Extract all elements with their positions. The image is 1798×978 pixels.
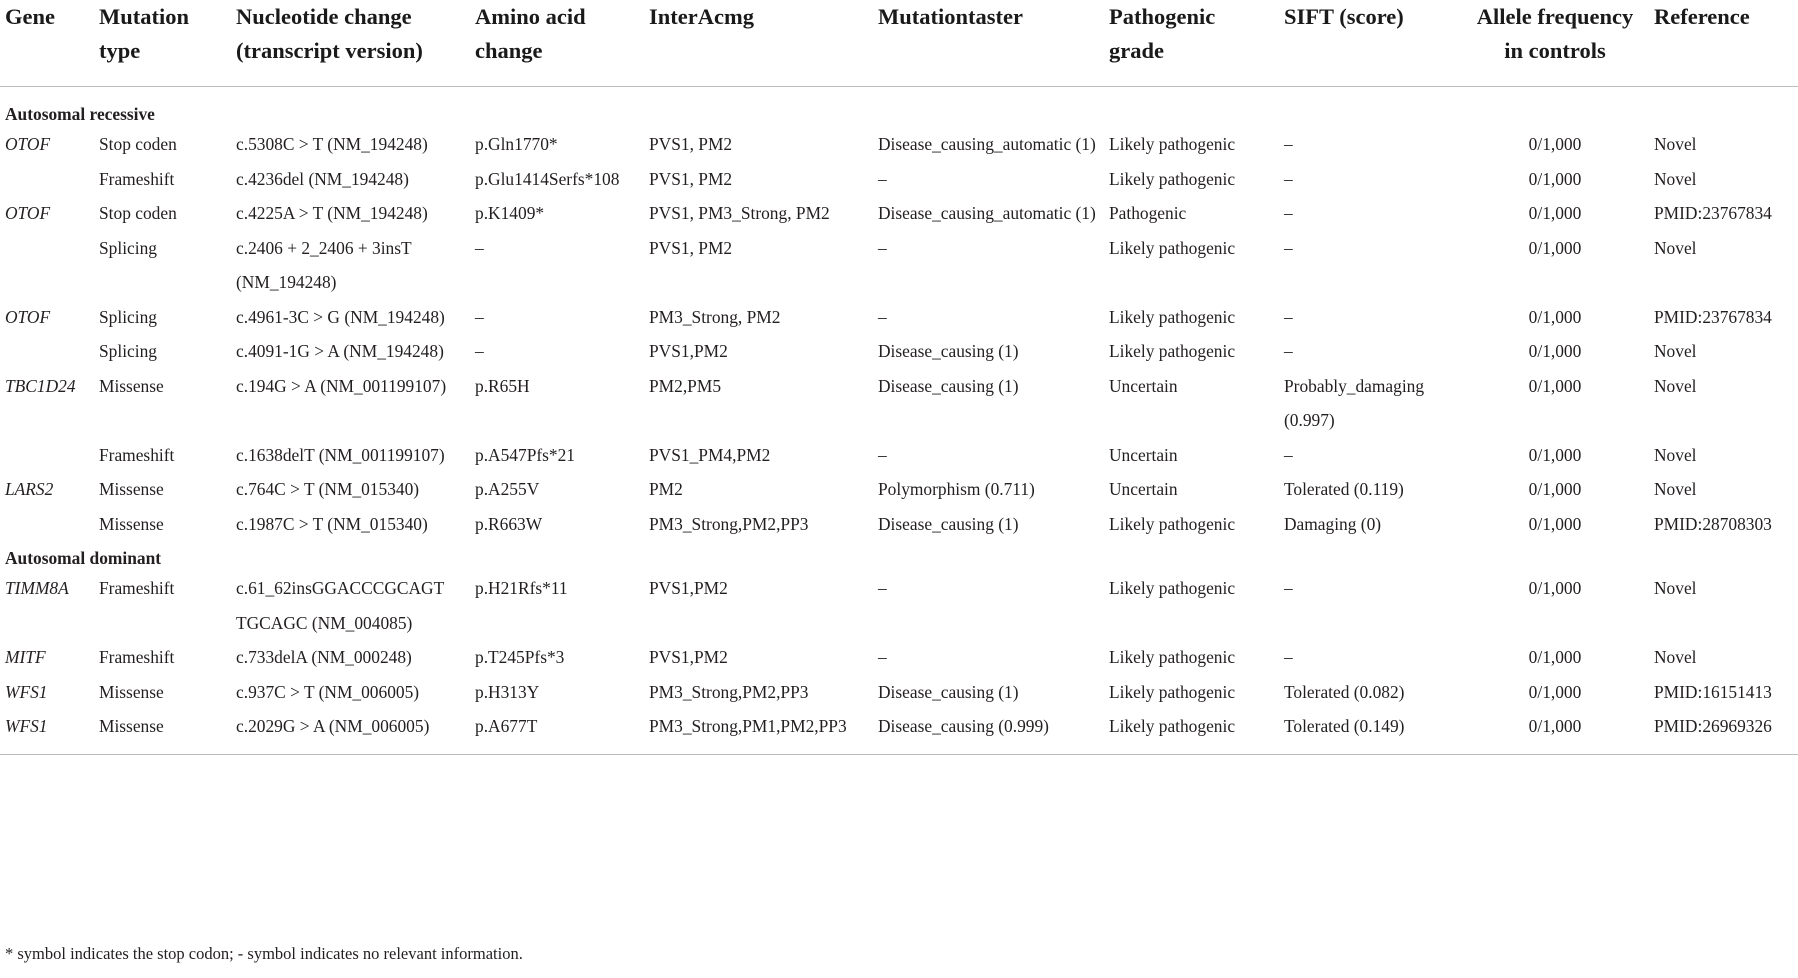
mutation-type-cell: Splicing	[99, 341, 157, 361]
table-row	[0, 231, 1798, 300]
table-row	[0, 472, 1798, 507]
table-header	[0, 0, 1798, 87]
pathogenic-grade-cell: Likely pathogenic	[1109, 306, 1236, 327]
gene-cell: WFS1	[5, 716, 48, 736]
allele-frequency-cell: 0/1,000	[1528, 237, 1582, 258]
col-header-amino-acid: Amino acid change	[475, 4, 586, 63]
reference-cell: Novel	[1654, 237, 1697, 258]
sift-score-cell: Tolerated (0.119)	[1284, 479, 1404, 499]
mutation-type-cell: Missense	[99, 681, 164, 702]
nucleotide-change-cell: c.4961-3C > G (NM_194248)	[236, 306, 445, 327]
pathogenic-grade-cell: Uncertain	[1109, 444, 1178, 465]
reference-cell: PMID:23767834	[1654, 306, 1772, 327]
pathogenic-grade-cell: Uncertain	[1109, 375, 1178, 396]
mutation-type-cell: Stop coden	[99, 134, 177, 154]
amino-acid-change-cell: p.T245Pfs*3	[475, 647, 565, 667]
mutationtaster-cell: –	[878, 168, 887, 189]
table-row	[0, 334, 1798, 369]
interacmg-cell: PVS1_PM4,PM2	[649, 444, 771, 465]
allele-frequency-cell: 0/1,000	[1528, 647, 1582, 667]
mutationtaster-cell: –	[878, 647, 887, 667]
sift-score-cell: Damaging (0)	[1284, 513, 1382, 534]
pathogenic-grade-cell: Likely pathogenic	[1109, 341, 1236, 361]
gene-cell	[0, 438, 94, 473]
allele-frequency-cell: 0/1,000	[1528, 134, 1582, 154]
mutation-type-cell: Missense	[99, 479, 164, 499]
sift-score-cell: Tolerated (0.149)	[1284, 716, 1405, 736]
gene-cell: WFS1	[5, 681, 48, 702]
col-header-sift: SIFT (score)	[1284, 4, 1404, 29]
table-row	[0, 438, 1798, 473]
nucleotide-change-cell: c.5308C > T (NM_194248)	[236, 134, 428, 154]
reference-cell: Novel	[1654, 375, 1697, 396]
reference-cell: PMID:28708303	[1654, 513, 1772, 534]
allele-frequency-cell: 0/1,000	[1528, 168, 1582, 189]
interacmg-cell: PM3_Strong,PM1,PM2,PP3	[649, 716, 847, 736]
section-label-recessive: Autosomal recessive	[5, 104, 155, 124]
mutationtaster-cell: Disease_causing (1)	[878, 681, 1019, 702]
col-header-pathogenic: Pathogenic grade	[1109, 4, 1216, 63]
pathogenic-grade-cell: Uncertain	[1109, 479, 1178, 499]
sift-score-cell: –	[1284, 134, 1293, 154]
table-row	[0, 196, 1798, 231]
section-label-dominant: Autosomal dominant	[5, 548, 162, 568]
mutationtaster-cell: Disease_causing_automatic (1)	[878, 203, 1096, 223]
table-row	[0, 300, 1798, 335]
amino-acid-change-cell: p.Glu1414Serfs*108	[475, 168, 620, 189]
mutation-type-cell: Splicing	[99, 237, 157, 258]
section-row-dominant	[0, 541, 1798, 571]
mutationtaster-cell: Disease_causing (1)	[878, 341, 1019, 361]
amino-acid-change-cell: –	[475, 306, 484, 327]
gene-cell	[0, 231, 94, 300]
sift-score-cell: –	[1284, 168, 1293, 189]
interacmg-cell: PVS1,PM2	[649, 647, 728, 667]
reference-cell: Novel	[1654, 647, 1697, 667]
gene-cell: LARS2	[5, 479, 54, 499]
amino-acid-change-cell: –	[475, 341, 484, 361]
reference-cell: PMID:23767834	[1654, 203, 1772, 223]
reference-cell: Novel	[1654, 341, 1697, 361]
table-footnote: * symbol indicates the stop codon; - symbol indicates no relevant information.	[5, 944, 523, 963]
col-header-allele-frequency: Allele frequency in controls	[1476, 4, 1634, 63]
sift-score-cell: –	[1284, 203, 1293, 223]
allele-frequency-cell: 0/1,000	[1528, 578, 1582, 598]
amino-acid-change-cell: –	[475, 237, 484, 258]
table-body	[0, 87, 1798, 755]
reference-cell: PMID:16151413	[1654, 681, 1772, 702]
pathogenic-grade-cell: Likely pathogenic	[1109, 134, 1236, 154]
gene-cell: OTOF	[5, 306, 51, 327]
allele-frequency-cell: 0/1,000	[1528, 513, 1582, 534]
sift-score-cell: –	[1284, 578, 1293, 598]
mutation-type-cell: Frameshift	[99, 444, 175, 465]
mutationtaster-cell: Polymorphism (0.711)	[878, 479, 1035, 499]
allele-frequency-cell: 0/1,000	[1528, 479, 1582, 499]
mutation-type-cell: Frameshift	[99, 578, 175, 598]
mutationtaster-cell: Disease_causing (1)	[878, 375, 1019, 396]
pathogenic-grade-cell: Likely pathogenic	[1109, 681, 1236, 702]
table-row	[0, 675, 1798, 710]
nucleotide-change-cell: c.764C > T (NM_015340)	[236, 479, 420, 499]
pathogenic-grade-cell: Likely pathogenic	[1109, 168, 1236, 189]
mutationtaster-cell: –	[878, 578, 887, 598]
col-header-gene: Gene	[5, 4, 55, 29]
mutation-type-cell: Missense	[99, 716, 164, 736]
gene-cell: TBC1D24	[5, 375, 76, 396]
interacmg-cell: PVS1, PM2	[649, 134, 733, 154]
sift-score-cell: Probably_damaging (0.997)	[1284, 375, 1425, 430]
mutationtaster-cell: Disease_causing (1)	[878, 513, 1019, 534]
mutationtaster-cell: –	[878, 237, 887, 258]
table-row	[0, 507, 1798, 542]
mutation-type-cell: Frameshift	[99, 647, 175, 667]
pathogenic-grade-cell: Pathogenic	[1109, 203, 1187, 223]
nucleotide-change-cell: c.1638delT (NM_001199107)	[236, 444, 445, 465]
interacmg-cell: PM3_Strong, PM2	[649, 306, 781, 327]
allele-frequency-cell: 0/1,000	[1528, 375, 1582, 396]
nucleotide-change-cell: c.733delA (NM_000248)	[236, 647, 412, 667]
nucleotide-change-cell: c.61_62insGGACCCGCAGT TGCAGC (NM_004085)	[236, 578, 444, 633]
reference-cell: Novel	[1654, 444, 1697, 465]
reference-cell: PMID:26969326	[1654, 716, 1772, 736]
interacmg-cell: PM2	[649, 479, 683, 499]
allele-frequency-cell: 0/1,000	[1528, 681, 1582, 702]
allele-frequency-cell: 0/1,000	[1528, 444, 1582, 465]
amino-acid-change-cell: p.A547Pfs*21	[475, 444, 576, 465]
nucleotide-change-cell: c.937C > T (NM_006005)	[236, 681, 420, 702]
sift-score-cell: –	[1284, 341, 1293, 361]
sift-score-cell: –	[1284, 444, 1293, 465]
gene-cell: TIMM8A	[5, 578, 69, 598]
mutation-type-cell: Stop coden	[99, 203, 177, 223]
amino-acid-change-cell: p.H313Y	[475, 681, 540, 702]
col-header-interacmg: InterAcmg	[649, 4, 754, 29]
col-header-nucleotide: Nucleotide change (transcript version)	[236, 4, 423, 63]
interacmg-cell: PM3_Strong,PM2,PP3	[649, 681, 809, 702]
mutationtaster-cell: Disease_causing_automatic (1)	[878, 134, 1096, 154]
mutation-type-cell: Missense	[99, 375, 164, 396]
sift-score-cell: –	[1284, 237, 1293, 258]
amino-acid-change-cell: p.K1409*	[475, 203, 545, 223]
gene-cell: MITF	[5, 647, 46, 667]
pathogenic-grade-cell: Likely pathogenic	[1109, 578, 1236, 598]
allele-frequency-cell: 0/1,000	[1528, 203, 1582, 223]
mutation-type-cell: Missense	[99, 513, 164, 534]
gene-cell	[0, 507, 94, 542]
nucleotide-change-cell: c.4236del (NM_194248)	[236, 168, 409, 189]
reference-cell: Novel	[1654, 134, 1697, 154]
gene-cell: OTOF	[5, 203, 51, 223]
gene-cell	[0, 162, 94, 197]
reference-cell: Novel	[1654, 578, 1697, 598]
allele-frequency-cell: 0/1,000	[1528, 306, 1582, 327]
interacmg-cell: PVS1,PM2	[649, 578, 728, 598]
nucleotide-change-cell: c.194G > A (NM_001199107)	[236, 375, 447, 396]
interacmg-cell: PVS1,PM2	[649, 341, 728, 361]
allele-frequency-cell: 0/1,000	[1528, 341, 1582, 361]
sift-score-cell: –	[1284, 647, 1293, 667]
table-row	[0, 640, 1798, 675]
reference-cell: Novel	[1654, 168, 1697, 189]
pathogenic-grade-cell: Likely pathogenic	[1109, 716, 1236, 736]
interacmg-cell: PM3_Strong,PM2,PP3	[649, 513, 809, 534]
sift-score-cell: Tolerated (0.082)	[1284, 681, 1405, 702]
interacmg-cell: PVS1, PM2	[649, 168, 733, 189]
mutationtaster-cell: –	[878, 444, 887, 465]
col-header-mutationtaster: Mutationtaster	[878, 4, 1023, 29]
nucleotide-change-cell: c.2029G > A (NM_006005)	[236, 716, 430, 736]
mutation-type-cell: Frameshift	[99, 168, 175, 189]
section-row-recessive	[0, 87, 1798, 128]
mutationtaster-cell: Disease_causing (0.999)	[878, 716, 1049, 736]
col-header-reference: Reference	[1654, 4, 1750, 29]
amino-acid-change-cell: p.R65H	[475, 375, 530, 396]
table-row	[0, 127, 1798, 162]
gene-cell: OTOF	[5, 134, 51, 154]
table-row	[0, 369, 1798, 438]
sift-score-cell: –	[1284, 306, 1293, 327]
interacmg-cell: PM2,PM5	[649, 375, 722, 396]
amino-acid-change-cell: p.H21Rfs*11	[475, 578, 568, 598]
mutation-type-cell: Splicing	[99, 306, 157, 327]
nucleotide-change-cell: c.4091-1G > A (NM_194248)	[236, 341, 444, 361]
nucleotide-change-cell: c.4225A > T (NM_194248)	[236, 203, 428, 223]
table-row	[0, 162, 1798, 197]
allele-frequency-cell: 0/1,000	[1528, 716, 1582, 736]
pathogenic-grade-cell: Likely pathogenic	[1109, 237, 1236, 258]
amino-acid-change-cell: p.Gln1770*	[475, 134, 558, 154]
amino-acid-change-cell: p.A255V	[475, 479, 540, 499]
reference-cell: Novel	[1654, 479, 1697, 499]
nucleotide-change-cell: c.1987C > T (NM_015340)	[236, 513, 428, 534]
col-header-mutation-type: Mutation type	[99, 4, 189, 63]
pathogenic-grade-cell: Likely pathogenic	[1109, 647, 1236, 667]
amino-acid-change-cell: p.R663W	[475, 513, 543, 534]
interacmg-cell: PVS1, PM2	[649, 237, 733, 258]
amino-acid-change-cell: p.A677T	[475, 716, 538, 736]
mutationtaster-cell: –	[878, 306, 887, 327]
pathogenic-grade-cell: Likely pathogenic	[1109, 513, 1236, 534]
table-row	[0, 709, 1798, 754]
table-row	[0, 571, 1798, 640]
nucleotide-change-cell: c.2406 + 2_2406 + 3insT (NM_194248)	[236, 237, 412, 292]
interacmg-cell: PVS1, PM3_Strong, PM2	[649, 203, 830, 223]
gene-cell	[0, 334, 94, 369]
